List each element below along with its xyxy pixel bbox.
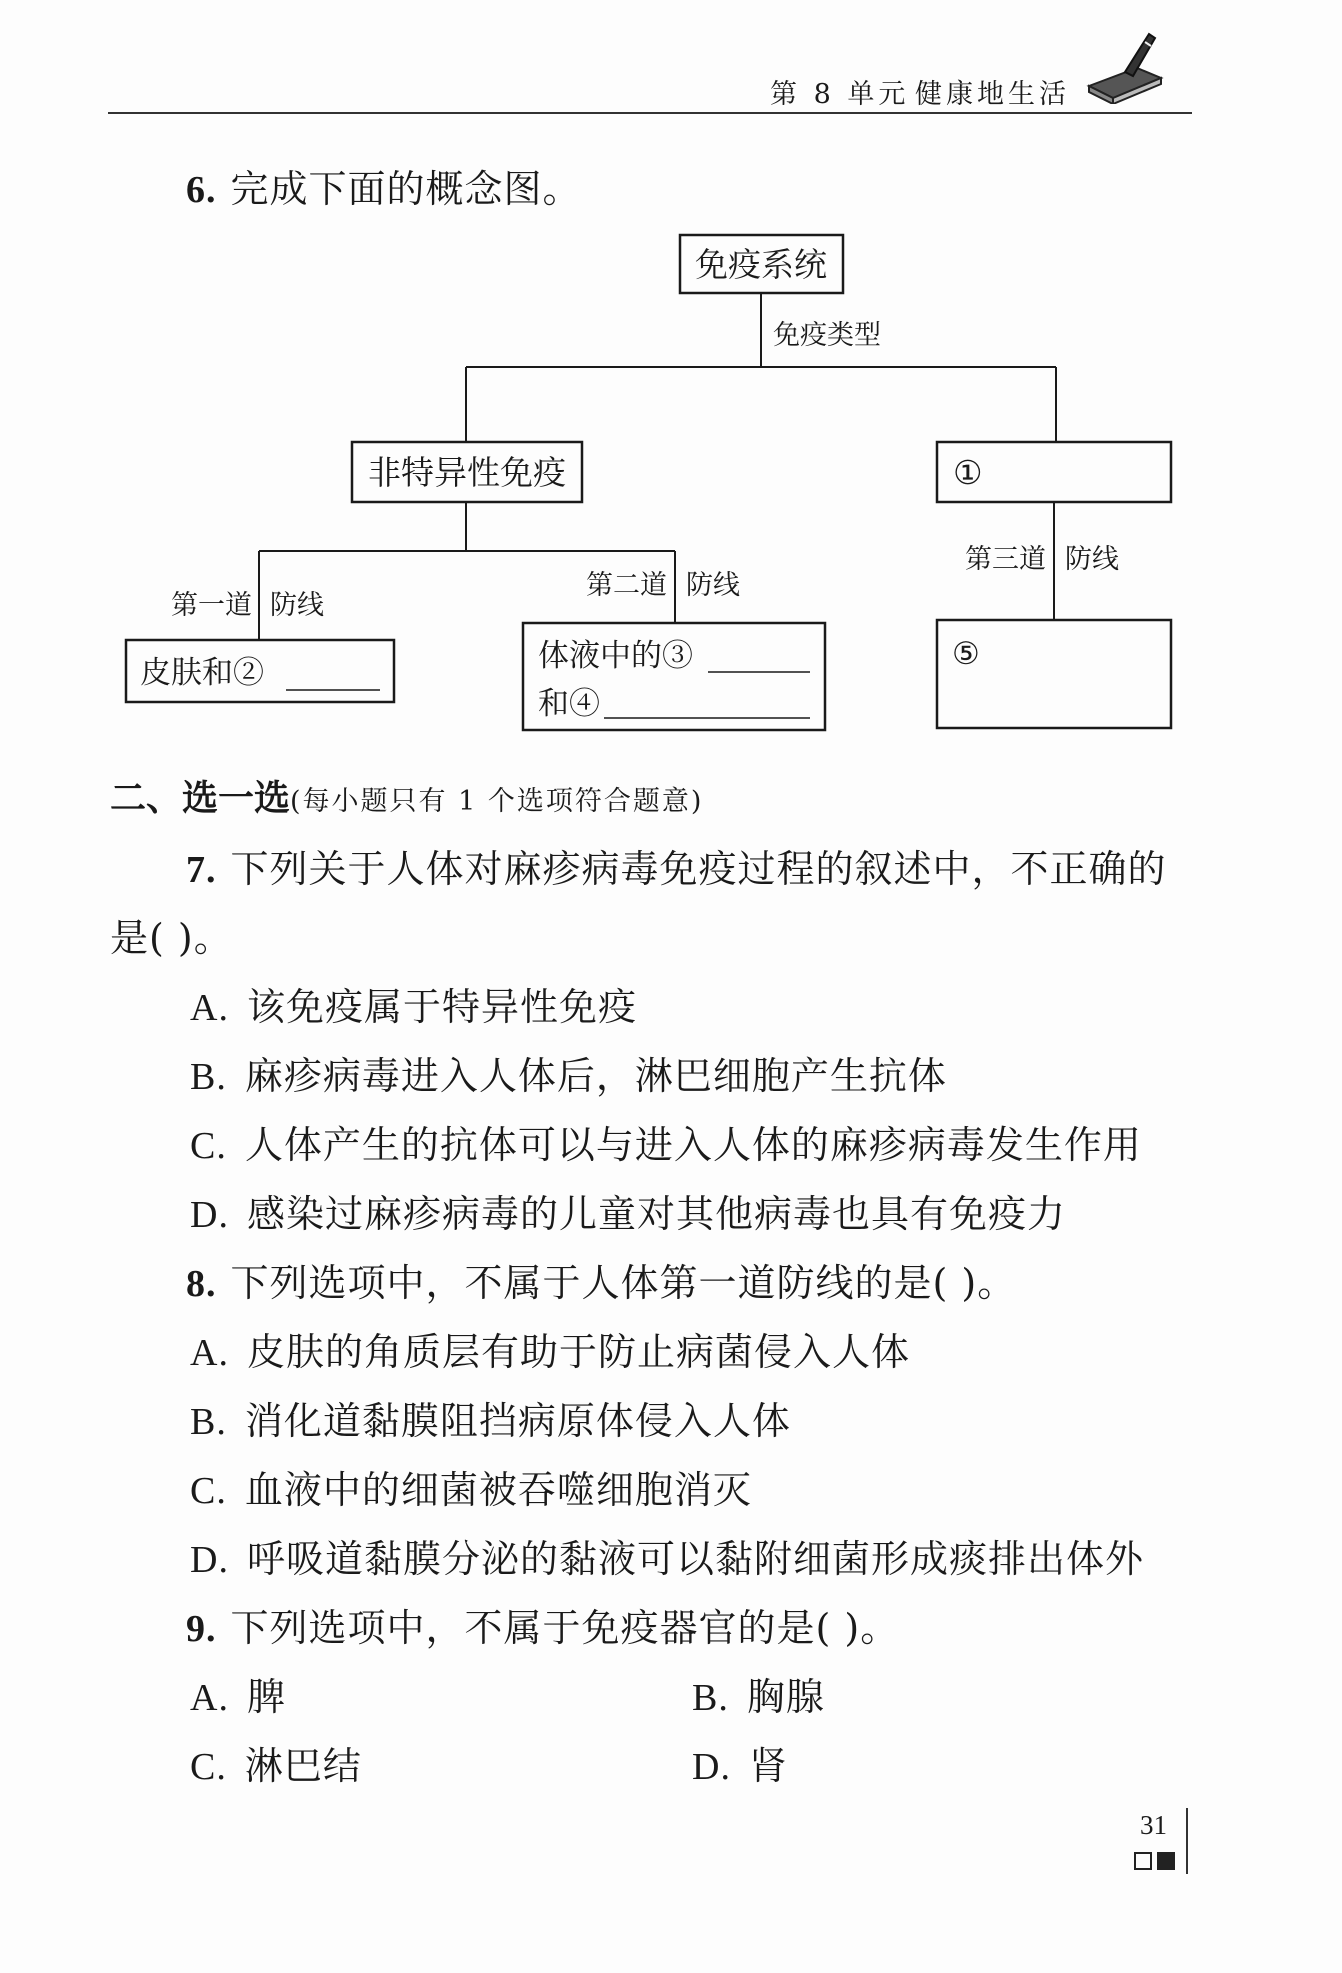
empty-square-icon <box>1134 1852 1152 1870</box>
question-text: 下列关于人体对麻疹病毒免疫过程的叙述中，不正确的 <box>230 847 1167 891</box>
option: B. 麻疹病毒进入人体后，淋巴细胞产生抗体 <box>190 1054 947 1098</box>
section-heading <box>110 770 703 821</box>
page-number: 31 <box>1140 1810 1167 1840</box>
question-number: 6. <box>186 169 217 211</box>
root-link-label: 免疫类型 <box>773 320 881 351</box>
option: B. 消化道黏膜阻挡病原体侵入人体 <box>190 1399 791 1443</box>
filled-square-icon <box>1157 1852 1175 1870</box>
line2-left-label: 第二道 <box>586 570 667 601</box>
option: C. 淋巴结 <box>190 1744 362 1788</box>
line1-right-label: 防线 <box>270 590 324 621</box>
unit-label: 第 8 单元 <box>770 79 910 110</box>
question-7 <box>186 838 1167 893</box>
root-label: 免疫系统 <box>695 245 827 284</box>
section-note: (每小题只有 1 个选项符合题意) <box>290 786 704 817</box>
nonspecific-label: 非特异性免疫 <box>368 453 566 492</box>
question-text: 完成下面的概念图。 <box>230 167 582 211</box>
option: B. 胸腺 <box>692 1675 825 1719</box>
question-8 <box>186 1252 1016 1307</box>
line3-left-label: 第三道 <box>965 544 1046 575</box>
question-7-cont: 是( )。 <box>110 916 233 960</box>
concept-map <box>0 0 1342 760</box>
option: A. 脾 <box>190 1675 286 1719</box>
question-number: 7. <box>186 849 217 891</box>
question-9 <box>186 1597 899 1652</box>
box3-label: ⑤ <box>952 636 980 672</box>
option: D. 感染过麻疹病毒的儿童对其他病毒也具有免疫力 <box>190 1192 1066 1236</box>
box1-label: 皮肤和② <box>140 655 264 691</box>
option: D. 肾 <box>692 1744 788 1788</box>
question-number: 9. <box>186 1608 217 1650</box>
section-title: 二、选一选 <box>110 777 291 819</box>
specific-label: ① <box>953 453 983 492</box>
line3-right-label: 防线 <box>1065 544 1119 575</box>
unit-title: 健康地生活 <box>915 79 1070 110</box>
question-text: 下列选项中，不属于人体第一道防线的是( )。 <box>230 1261 1017 1305</box>
line2-right-label: 防线 <box>686 570 740 601</box>
option: D. 呼吸道黏膜分泌的黏液可以黏附细菌形成痰排出体外 <box>190 1537 1144 1581</box>
line1-left-label: 第一道 <box>171 590 252 621</box>
option: C. 血液中的细菌被吞噬细胞消灭 <box>190 1468 752 1512</box>
option: C. 人体产生的抗体可以与进入人体的麻疹病毒发生作用 <box>190 1123 1142 1167</box>
question-text: 下列选项中，不属于免疫器官的是( )。 <box>230 1606 900 1650</box>
question-number: 8. <box>186 1263 217 1305</box>
option: A. 该免疫属于特异性免疫 <box>190 985 637 1029</box>
box2-line2-label: 和④ <box>538 686 600 722</box>
box2-line1-label: 体液中的③ <box>538 638 693 674</box>
footer-rule <box>1186 1808 1188 1874</box>
option: A. 皮肤的角质层有助于防止病菌侵入人体 <box>190 1330 910 1374</box>
